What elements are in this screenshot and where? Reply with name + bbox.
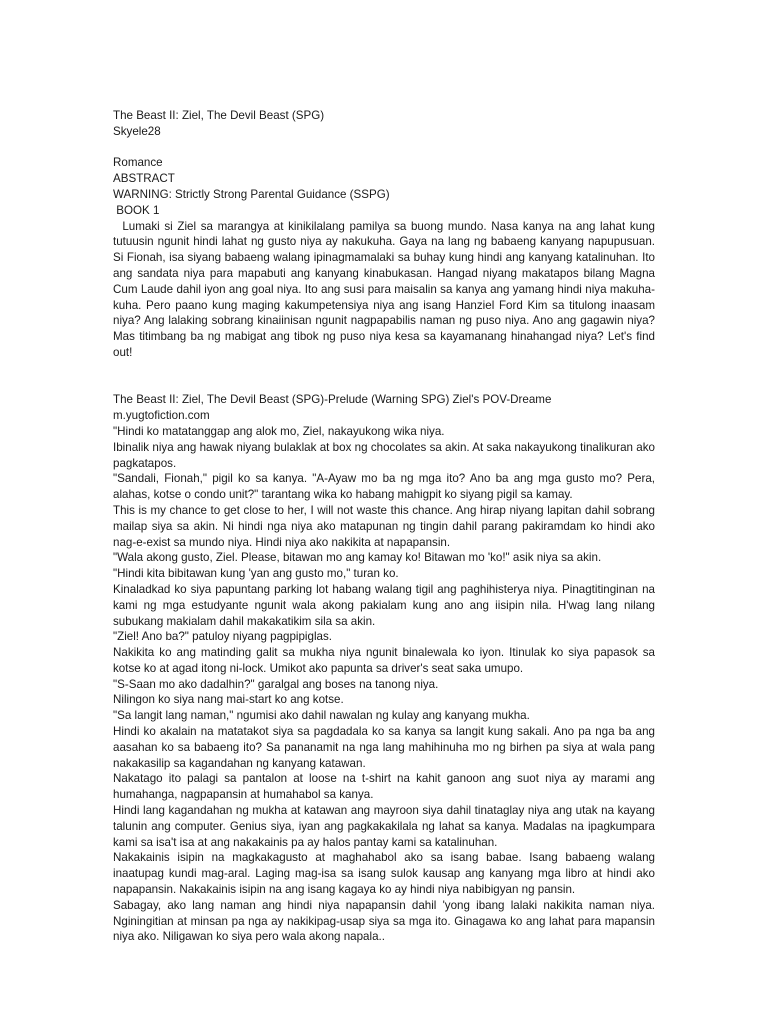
paragraph: "Sa langit lang naman," ngumisi ako dahil nawalan ng kulay ang kanyang mukha. bbox=[113, 709, 530, 723]
paragraph: "Ziel! Ano ba?" patuloy niyang pagpipiglas. bbox=[113, 630, 333, 644]
chapter-heading: The Beast II: Ziel, The Devil Beast (SPG)-Prelude (Warning SPG) Ziel's POV-Dreame bbox=[113, 393, 552, 407]
story-title: The Beast II: Ziel, The Devil Beast (SPG) bbox=[113, 109, 325, 122]
paragraph: "Hindi ko matatanggap ang alok mo, Ziel, nakayukong wika niya. bbox=[113, 424, 445, 438]
document-page bbox=[113, 108, 659, 945]
paragraph: Kinaladkad ko siya papuntang parking lot habang walang tigil ang paghihisterya niya. Pinagtitinginan na kami ng mga estudyante ngunit wala akong pakialam kung ano ang iisipin nila. H'wag lang nilang subukang makialam dahil makakatikim sila sa akin. bbox=[113, 582, 655, 628]
paragraph: This is my chance to get close to her, I will not waste this chance. Ang hirap niyang lapitan dahil sobrang mailap siya sa akin. Ni hindi nga niya ako matapunan ng tingin dahil parang pakiramdam ko hindi ako nag-e-exist sa mundo niya. Hindi niya ako nakikita at napapansin. bbox=[113, 503, 655, 549]
abstract-text: Lumaki si Ziel sa marangya at kinikilalang pamilya sa buong mundo. Nasa kanya na ang lahat kung tutuusin ngunit hindi lahat ng gusto niya ay nakukuha. Gaya na lang ng babaeng kanyang napupusuan. Si Fionah, isa siyang babaeng walang ipinagmamalaki sa buhay kung hindi ang kanyang katalinuhan. Ito ang sandata niya para mapabuti ang kanyang kinabukasan. Hangad niyang makatapos bilang Magna Cum Laude dahil iyon ang goal niya. Ito ang susi para maisalin sa kanya ang yamang hindi niya makuha-kuha. Pero paano kung maging kakumpetensiya niya ang isang Hanziel Ford Kim sa titulong inaasam niya? Ang lalaking sobrang kinaiinisan ngunit nagpapabilis naman ng puso niya. Ano ang gagawin niya? Mas titimbang ba ng mabigat ang tibok ng puso niya kesa sa kayamanang hinahangad niya? Let's find out! bbox=[113, 219, 659, 359]
paragraph: Hindi lang kagandahan ng mukha at katawan ang mayroon siya dahil tinataglay niya ang utak na kayang talunin ang computer. Genius siya, iyan ang pagkakakilala ng lahat sa kanya. Madalas na ipagkumpara kami sa isa't isa at ang nakakainis pa ay halos pantay kami sa katalinuhan. bbox=[113, 804, 655, 849]
source-line: m.yugtofiction.com bbox=[113, 409, 210, 423]
paragraph: "Sandali, Fionah," pigil ko sa kanya. "A-Ayaw mo ba ng mga ito? Ano ba ang mga gusto mo? Pera, alahas, kotse o condo unit?" tarantang wika ko habang mahigpit ko siyang pigil sa kamay. bbox=[113, 472, 655, 502]
paragraph: Nakakainis isipin na magkakagusto at maghahabol ako sa isang babae. Isang babaeng walang inaatupag kundi mag-aral. Laging mag-isa sa isang sulok kausap ang kanyang mga libro at hindi ako napapansin. Nakakainis isipin na ang isang kagaya ko ay hindi niya nabibigyan ng pansin. bbox=[113, 851, 655, 897]
book-label: BOOK 1 bbox=[113, 203, 160, 217]
abstract-label: ABSTRACT bbox=[113, 172, 175, 186]
paragraph: "S-Saan mo ako dadalhin?" garalgal ang boses na tanong niya. bbox=[113, 677, 439, 691]
story-genre: Romance bbox=[113, 156, 163, 170]
story-author: Skyele28 bbox=[113, 124, 161, 138]
chapter-body bbox=[113, 424, 655, 945]
paragraph: Nakatago ito palagi sa pantalon at loose na t-shirt na kahit ganoon ang suot niya ay marami ang humahanga, nagpapansin at humahabol sa kanya. bbox=[113, 772, 655, 802]
paragraph: Nakikita ko ang matinding galit sa mukha niya ngunit binalewala ko iyon. Itinulak ko siya papasok sa kotse ko at agad itong ni-lock. Umikot ako papunta sa driver's seat saka umupo. bbox=[113, 646, 655, 675]
paragraph: Hindi ko akalain na matatakot siya sa pagdadala ko sa kanya sa langit kung sakali. Ano pa nga ba ang aasahan ko sa babaeng ito? Sa pananamit na nga lang mahihinuha mo ng birhen pa siya at wala pang nakakasilip sa kagandahan ng kanyang katawan. bbox=[113, 725, 655, 770]
paragraph: Nilingon ko siya nang mai-start ko ang kotse. bbox=[113, 693, 344, 707]
paragraph: "Hindi kita bibitawan kung 'yan ang gusto mo," turan ko. bbox=[113, 567, 399, 581]
warning-line: WARNING: Strictly Strong Parental Guidance (SSPG) bbox=[113, 187, 390, 201]
paragraph: "Wala akong gusto, Ziel. Please, bitawan mo ang kamay ko! Bitawan mo 'ko!" asik niya sa akin. bbox=[113, 551, 602, 565]
paragraph: Ibinalik niya ang hawak niyang bulaklak at box ng chocolates sa akin. At saka nakayukong tinalikuran ako pagkatapos. bbox=[113, 440, 655, 470]
paragraph: Sabagay, ako lang naman ang hindi niya napapansin dahil 'yong ibang lalaki nakikita naman niya. Nginingitian at minsan pa nga ay nakikipag-usap siya sa mga ito. Ginagawa ko ang lahat para mapansin niya ako. Niligawan ko siya pero wala akong napala.. bbox=[113, 898, 655, 944]
